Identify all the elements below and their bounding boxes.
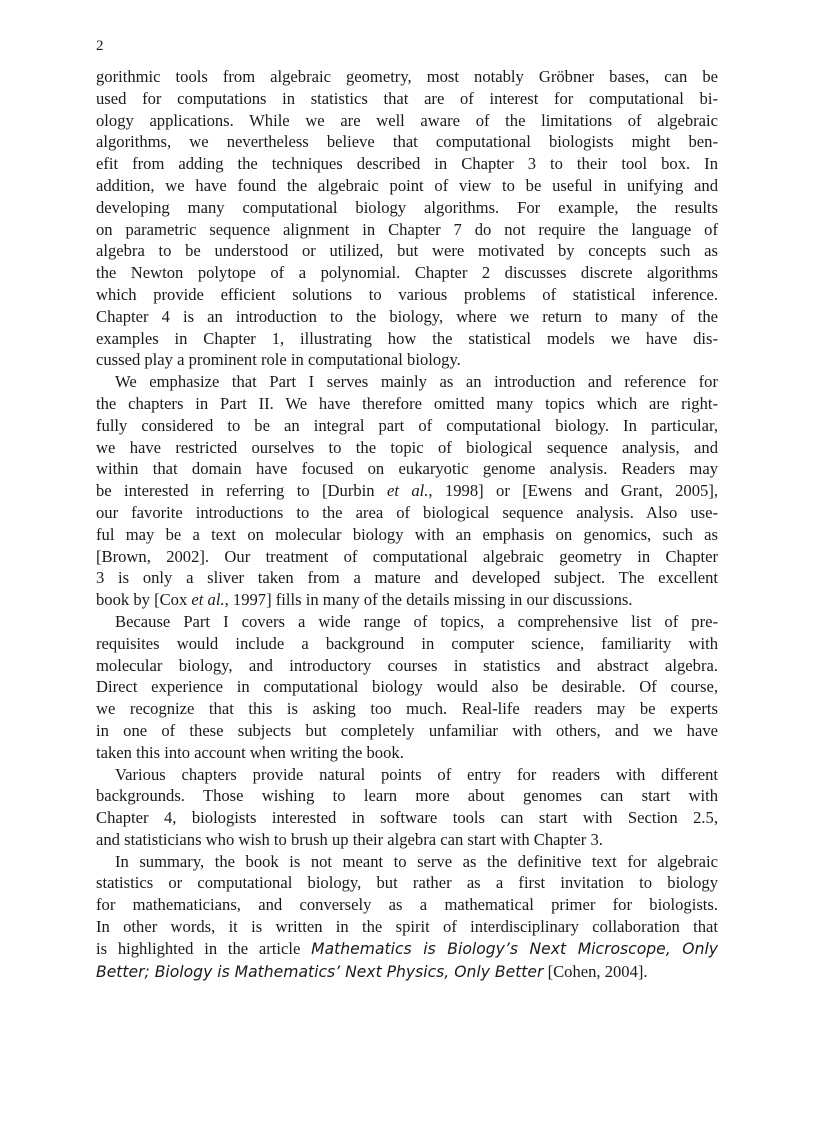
text-line: algebra to be understood or utilized, but were motivated by concepts such as: [96, 241, 718, 261]
text-line: and statisticians who wish to brush up their algebra can start with Chapter 3.: [96, 829, 603, 849]
text-line: backgrounds. Those wishing to learn more about genomes can start with: [96, 786, 718, 806]
text-line: ology applications. While we are well aware of the limitations of algebraic: [96, 110, 718, 130]
text-line: We emphasize that Part I serves mainly as an introduction and reference for: [115, 372, 718, 392]
text-line: [Brown, 2002]. Our treatment of computational algebraic geometry in Chapter: [96, 546, 718, 566]
text-line: used for computations in statistics that are of interest for computational bi-: [96, 88, 718, 108]
text-line: Various chapters provide natural points of entry for readers with different: [115, 764, 718, 784]
text-line: efit from adding the techniques described in Chapter 3 to their tool box. In: [96, 154, 718, 174]
text-line: in one of these subjects but completely unfamiliar with others, and we have: [96, 720, 718, 740]
text-line: developing many computational biology algorithms. For example, the results: [96, 197, 718, 217]
text-line: addition, we have found the algebraic point of view to be useful in unifying and: [96, 175, 718, 195]
page: [96, 36, 718, 983]
text-line: fully considered to be an integral part of computational biology. In particular,: [96, 415, 718, 435]
text-line: taken this into account when writing the book.: [96, 742, 404, 762]
paragraph-5: [96, 851, 718, 984]
text-line: we have restricted ourselves to the topic of biological sequence analysis, and: [96, 437, 718, 457]
text-line: which provide efficient solutions to various problems of statistical inference.: [96, 284, 718, 304]
body-text: [96, 66, 718, 983]
paragraph-4: [96, 764, 718, 851]
text-line: within that domain have focused on eukaryotic genome analysis. Readers may: [96, 459, 718, 479]
text-line: book by [Cox et al., 1997] fills in many of the details missing in our discussions.: [96, 590, 633, 610]
paragraph-3: [96, 611, 718, 764]
text-line: requisites would include a background in computer science, familiarity with: [96, 633, 718, 653]
text-line: Because Part I covers a wide range of topics, a comprehensive list of pre-: [115, 611, 718, 631]
text-line: examples in Chapter 1, illustrating how the statistical models we have dis-: [96, 328, 718, 348]
text-line: In other words, it is written in the spirit of interdisciplinary collaboration that: [96, 917, 718, 937]
text-line: is highlighted in the article Mathematics is Biology’s Next Microscope, Only: [96, 938, 719, 958]
text-line: cussed play a prominent role in computational biology.: [96, 350, 461, 370]
text-line: Chapter 4, biologists interested in software tools can start with Section 2.5,: [96, 808, 718, 828]
text-line: the chapters in Part II. We have therefore omitted many topics which are right-: [96, 393, 718, 413]
text-line: on parametric sequence alignment in Chapter 7 do not require the language of: [96, 219, 718, 239]
text-line: statistics or computational biology, but rather as a first invitation to biology: [96, 873, 718, 893]
text-line: our favorite introductions to the area of biological sequence analysis. Also use-: [96, 502, 718, 522]
text-line: Direct experience in computational biology would also be desirable. Of course,: [96, 677, 718, 697]
text-line: In summary, the book is not meant to serve as the definitive text for algebraic: [115, 851, 718, 871]
text-line: algorithms, we nevertheless believe that computational biologists might ben-: [96, 132, 718, 152]
text-line: we recognize that this is asking too much. Real-life readers may be experts: [96, 699, 718, 719]
text-line: for mathematicians, and conversely as a mathematical primer for biologists.: [96, 895, 718, 915]
text-line: molecular biology, and introductory courses in statistics and abstract algebra.: [96, 655, 718, 675]
paragraph-2: [96, 371, 718, 611]
text-line: 3 is only a sliver taken from a mature and developed subject. The excellent: [96, 568, 718, 588]
text-line: the Newton polytope of a polynomial. Chapter 2 discusses discrete algorithms: [96, 263, 718, 283]
text-line: Better; Biology is Mathematics’ Next Physics, Only Better [Cohen, 2004].: [96, 961, 648, 981]
text-line: gorithmic tools from algebraic geometry, most notably Gröbner bases, can be: [96, 67, 718, 86]
text-line: be interested in referring to [Durbin et al., 1998] or [Ewens and Grant, 2005],: [96, 481, 718, 501]
page-number: 2: [96, 38, 104, 54]
paragraph-1: [96, 66, 718, 371]
text-line: Chapter 4 is an introduction to the biology, where we return to many of the: [96, 306, 718, 326]
text-line: ful may be a text on molecular biology with an emphasis on genomics, such as: [96, 524, 718, 544]
